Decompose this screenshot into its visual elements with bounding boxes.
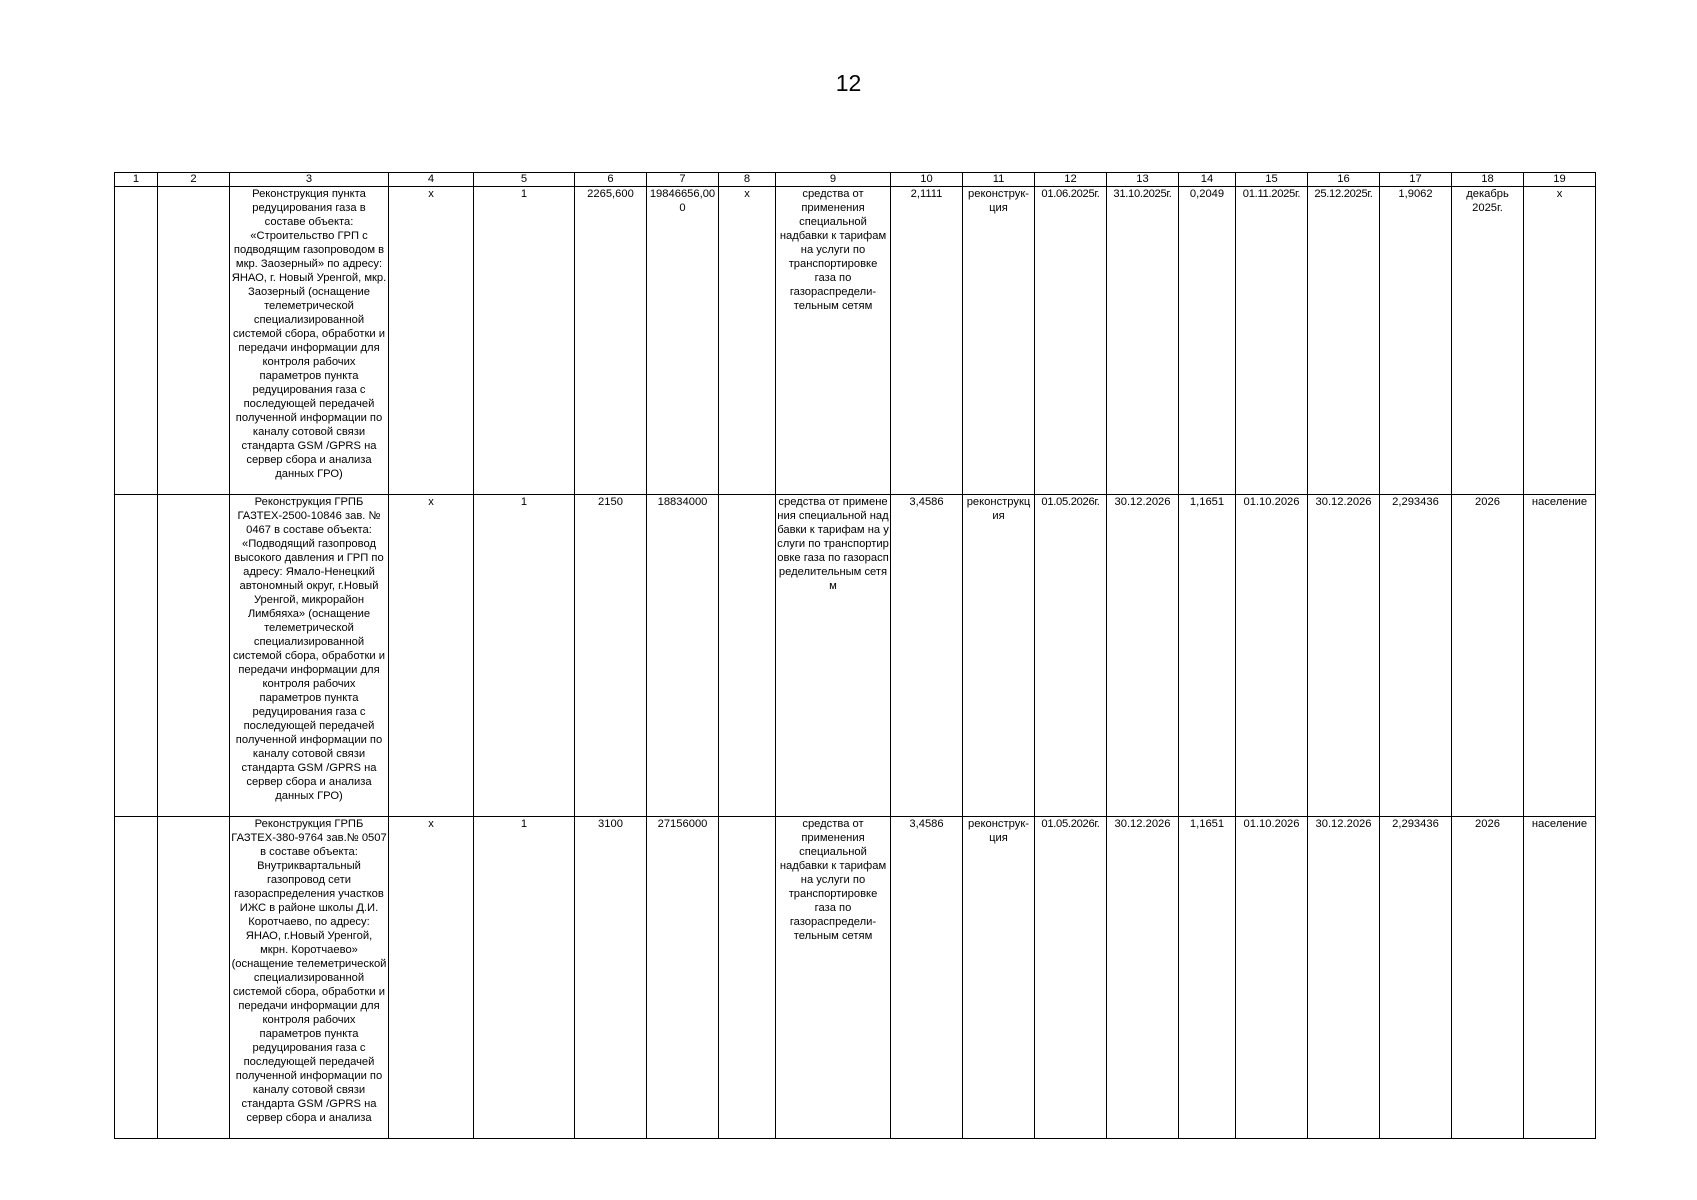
cell-col-11: реконструк-ция (963, 817, 1035, 1139)
cell-col-10: 3,4586 (891, 817, 963, 1139)
column-header-7: 7 (647, 173, 719, 187)
cell-col-12: 01.05.2026г. (1035, 817, 1107, 1139)
cell-col-6: 2150 (575, 495, 647, 817)
cell-col-11: реконструк-ция (963, 187, 1035, 495)
column-header-16: 16 (1308, 173, 1380, 187)
cell-col-13: 31.10.2025г. (1107, 187, 1179, 495)
cell-funding-source: средства от применения специальной надбавки к тарифам на услуги по транспортировке газа по газораспредели-тельным сетям (776, 817, 891, 1139)
cell-col-15: 01.10.2026 (1236, 817, 1308, 1139)
table-body (115, 187, 1596, 1139)
cell-col-4: х (389, 495, 474, 817)
cell-col-8: х (719, 187, 776, 495)
data-table (114, 172, 1596, 1139)
cell-col-2 (158, 495, 230, 817)
column-header-14: 14 (1179, 173, 1236, 187)
column-header-4: 4 (389, 173, 474, 187)
column-header-6: 6 (575, 173, 647, 187)
cell-col-19: население (1524, 817, 1596, 1139)
column-header-18: 18 (1452, 173, 1524, 187)
cell-object-description: Реконструкция пункта редуцирования газа в составе объекта: «Строительство ГРП с подводящим газопроводом в мкр. Заозерный» по адресу: ЯНАО, г. Новый Уренгой, мкр. Заозерный (оснащение телеметрической специализированной системой сбора, обработки и передачи информации для контроля рабочих параметров пункта редуцирования газа с последующей передачей полученной информации по каналу сотовой связи стандарта GSM /GPRS на сервер сбора и анализа данных ГРО) (230, 187, 389, 495)
cell-col-10: 3,4586 (891, 495, 963, 817)
column-header-2: 2 (158, 173, 230, 187)
cell-col-5: 1 (474, 187, 575, 495)
cell-col-17: 2,293436 (1380, 495, 1452, 817)
cell-col-7: 18834000 (647, 495, 719, 817)
cell-col-5: 1 (474, 817, 575, 1139)
cell-col-4: х (389, 817, 474, 1139)
cell-col-19: население (1524, 495, 1596, 817)
cell-col-15: 01.10.2026 (1236, 495, 1308, 817)
table-row (115, 187, 1596, 495)
cell-col-14: 1,1651 (1179, 817, 1236, 1139)
cell-col-13: 30.12.2026 (1107, 817, 1179, 1139)
cell-col-5: 1 (474, 495, 575, 817)
column-header-8: 8 (719, 173, 776, 187)
cell-col-1 (115, 817, 158, 1139)
table-row (115, 817, 1596, 1139)
column-header-10: 10 (891, 173, 963, 187)
table-row (115, 495, 1596, 817)
column-header-11: 11 (963, 173, 1035, 187)
cell-col-12: 01.06.2025г. (1035, 187, 1107, 495)
column-header-12: 12 (1035, 173, 1107, 187)
cell-col-18: 2026 (1452, 495, 1524, 817)
cell-object-description: Реконструкция ГРПБ ГАЗТЕХ-380-9764 зав.№ 0507 в составе объекта: Внутриквартальный газопровод сети газораспределения участков ИЖС в районе школы Д.И. Коротчаево, по адресу: ЯНАО, г.Новый Уренгой, мкрн. Коротчаево» (оснащение телеметрической специализированной системой сбора, обработки и передачи информации для контроля рабочих параметров пункта редуцирования газа с последующей передачей полученной информации по каналу сотовой связи стандарта GSM /GPRS на сервер сбора и анализа (230, 817, 389, 1139)
column-header-9: 9 (776, 173, 891, 187)
cell-col-16: 30.12.2026 (1308, 817, 1380, 1139)
cell-col-2 (158, 817, 230, 1139)
cell-col-6: 2265,600 (575, 187, 647, 495)
column-header-1: 1 (115, 173, 158, 187)
column-header-17: 17 (1380, 173, 1452, 187)
cell-object-description: Реконструкция ГРПБ ГАЗТЕХ-2500-10846 зав. № 0467 в составе объекта: «Подводящий газопровод высокого давления и ГРП по адресу: Ямало-Ненецкий автономный округ, г.Новый Уренгой, микрорайон Лимбяяха» (оснащение телеметрической специализированной системой сбора, обработки и передачи информации для контроля рабочих параметров пункта редуцирования газа с последующей передачей полученной информации по каналу сотовой связи стандарта GSM /GPRS на сервер сбора и анализа данных ГРО) (230, 495, 389, 817)
cell-col-13: 30.12.2026 (1107, 495, 1179, 817)
cell-col-19: х (1524, 187, 1596, 495)
column-header-19: 19 (1524, 173, 1596, 187)
column-header-15: 15 (1236, 173, 1308, 187)
cell-col-6: 3100 (575, 817, 647, 1139)
cell-col-18: декабрь 2025г. (1452, 187, 1524, 495)
cell-funding-source: средства от применения специальной надбавки к тарифам на услуги по транспортировке газа по газораспредели-тельным сетям (776, 187, 891, 495)
cell-col-1 (115, 495, 158, 817)
cell-col-17: 2,293436 (1380, 817, 1452, 1139)
cell-col-12: 01.05.2026г. (1035, 495, 1107, 817)
cell-funding-source: средства от применения специальной надбавки к тарифам на услуги по транспортировке газа по газораспределительным сетям (776, 495, 891, 817)
cell-col-7: 27156000 (647, 817, 719, 1139)
cell-col-4: х (389, 187, 474, 495)
cell-col-7: 19846656,000 (647, 187, 719, 495)
cell-col-17: 1,9062 (1380, 187, 1452, 495)
cell-col-18: 2026 (1452, 817, 1524, 1139)
cell-col-1 (115, 187, 158, 495)
cell-col-16: 30.12.2026 (1308, 495, 1380, 817)
cell-col-2 (158, 187, 230, 495)
cell-col-15: 01.11.2025г. (1236, 187, 1308, 495)
cell-col-10: 2,1111 (891, 187, 963, 495)
column-header-5: 5 (474, 173, 575, 187)
cell-col-14: 1,1651 (1179, 495, 1236, 817)
cell-col-16: 25.12.2025г. (1308, 187, 1380, 495)
column-header-3: 3 (230, 173, 389, 187)
cell-col-11: реконструкция (963, 495, 1035, 817)
cell-col-14: 0,2049 (1179, 187, 1236, 495)
cell-col-8 (719, 817, 776, 1139)
page-number: 12 (835, 70, 862, 96)
table-header (115, 173, 1596, 187)
cell-col-8 (719, 495, 776, 817)
header-row (115, 173, 1596, 187)
column-header-13: 13 (1107, 173, 1179, 187)
